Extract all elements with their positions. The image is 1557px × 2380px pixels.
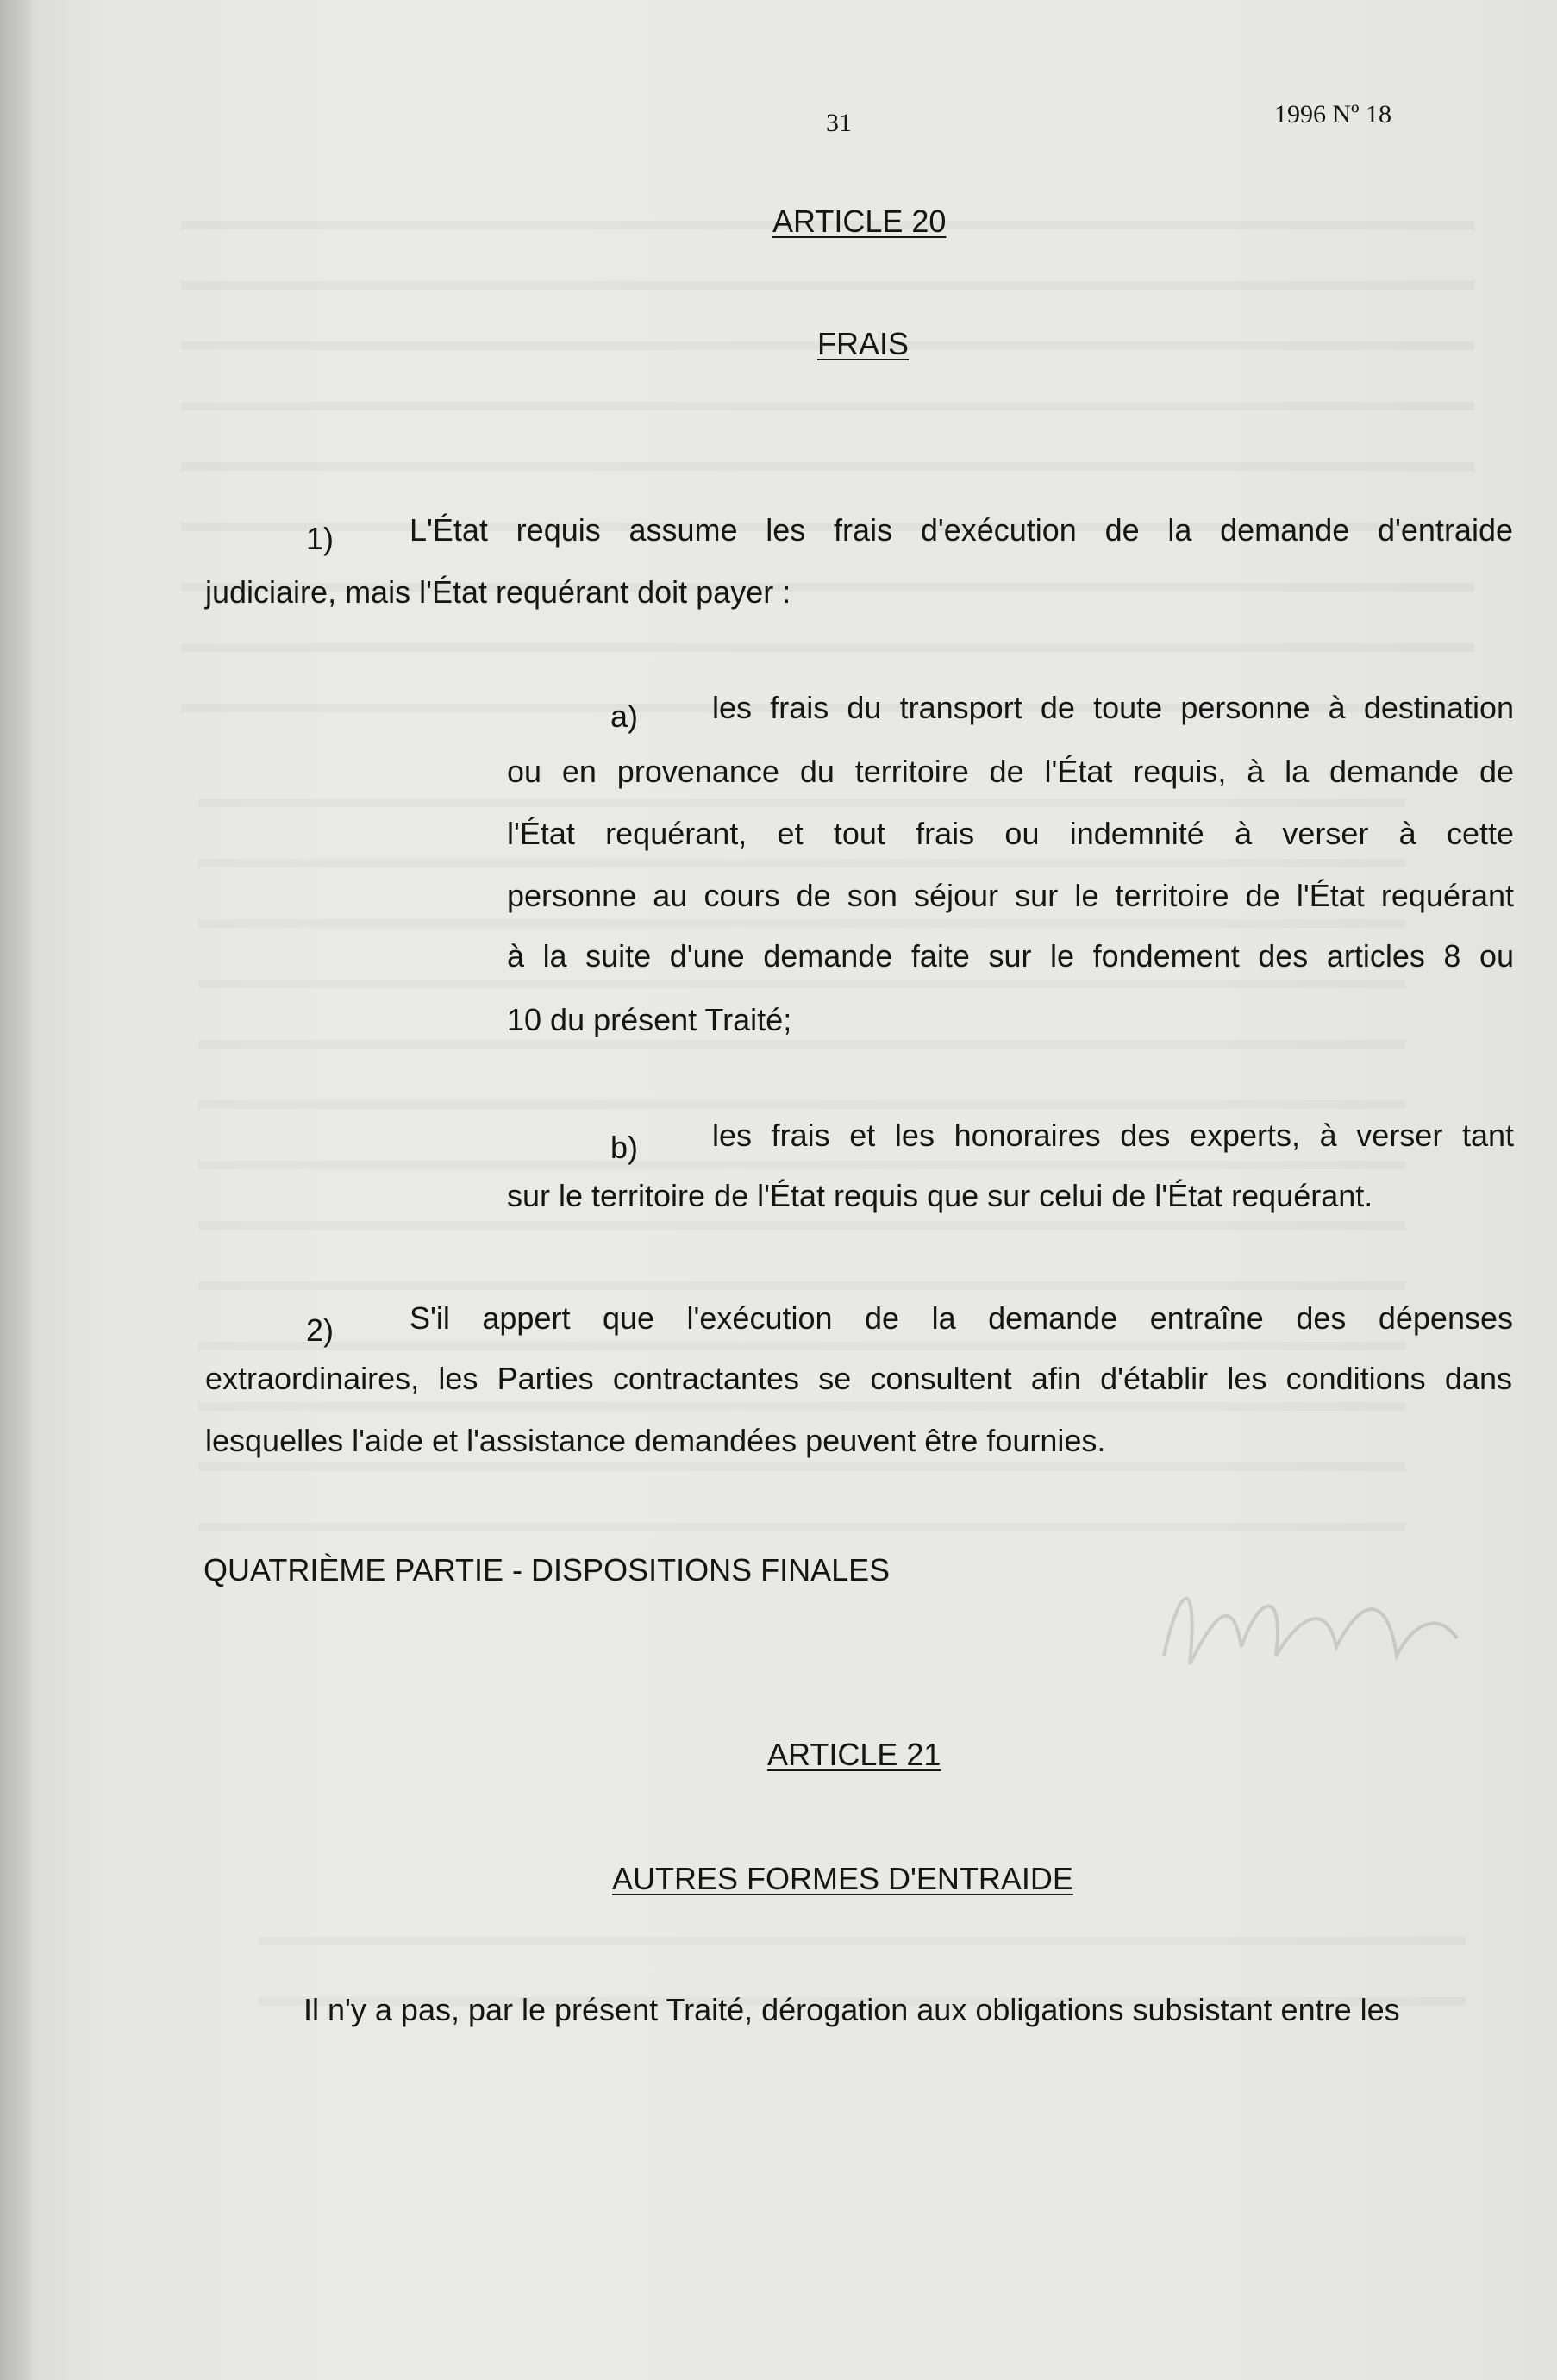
item-a-line-4: personne au cours de son séjour sur le territoire de l'État requérant <box>507 878 1514 913</box>
item-a-line-6: 10 du présent Traité; <box>507 1002 792 1037</box>
paragraph-2-line-1: S'il appert que l'exécution de la demande entraîne des dépenses <box>410 1300 1513 1336</box>
item-a-line-2: ou en provenance du territoire de l'État requis, à la demande de <box>507 754 1514 789</box>
show-through-signature <box>1155 1561 1466 1690</box>
paragraph-2-line-3: lesquelles l'aide et l'assistance demandées peuvent être fournies. <box>205 1423 1106 1458</box>
item-a-line-5: à la suite d'une demande faite sur le fondement des articles 8 ou <box>507 938 1514 974</box>
document-reference: 1996 Nº 18 <box>1274 100 1391 128</box>
paragraph-1-number: 1) <box>306 521 335 556</box>
book-spine-shadow <box>0 0 31 2380</box>
item-a-line-3: l'État requérant, et tout frais ou indemnité à verser à cette <box>507 816 1514 851</box>
article-21-subtitle: AUTRES FORMES D'ENTRAIDE <box>612 1861 1073 1896</box>
paragraph-2-number: 2) <box>306 1312 335 1348</box>
paragraph-2-line-2: extraordinaires, les Parties contractantes se consultent afin d'établir les conditions dans <box>205 1361 1512 1396</box>
item-a-line-1: les frais du transport de toute personne à destination <box>712 690 1514 725</box>
item-b-line-2: sur le territoire de l'État requis que sur celui de l'État requérant. <box>507 1178 1373 1213</box>
article-20-subtitle: FRAIS <box>817 326 910 361</box>
article-20-title: ARTICLE 20 <box>772 204 947 239</box>
part-4-heading: QUATRIÈME PARTIE - DISPOSITIONS FINALES <box>203 1552 891 1588</box>
show-through-texture <box>181 198 1474 716</box>
item-b-line-1: les frais et les honoraires des experts, à verser tant <box>712 1118 1514 1153</box>
item-b-label: b) <box>610 1130 639 1165</box>
article-21-title: ARTICLE 21 <box>767 1737 941 1772</box>
item-a-label: a) <box>610 698 639 734</box>
show-through-texture-bottom <box>259 1914 1466 2052</box>
page-number: 31 <box>826 109 852 137</box>
paragraph-1-line-1: L'État requis assume les frais d'exécution de la demande d'entraide <box>410 512 1513 548</box>
article-21-line-1: Il n'y a pas, par le présent Traité, dérogation aux obligations subsistant entre les <box>303 1992 1400 2027</box>
paragraph-1-line-2: judiciaire, mais l'État requérant doit payer : <box>205 574 791 610</box>
